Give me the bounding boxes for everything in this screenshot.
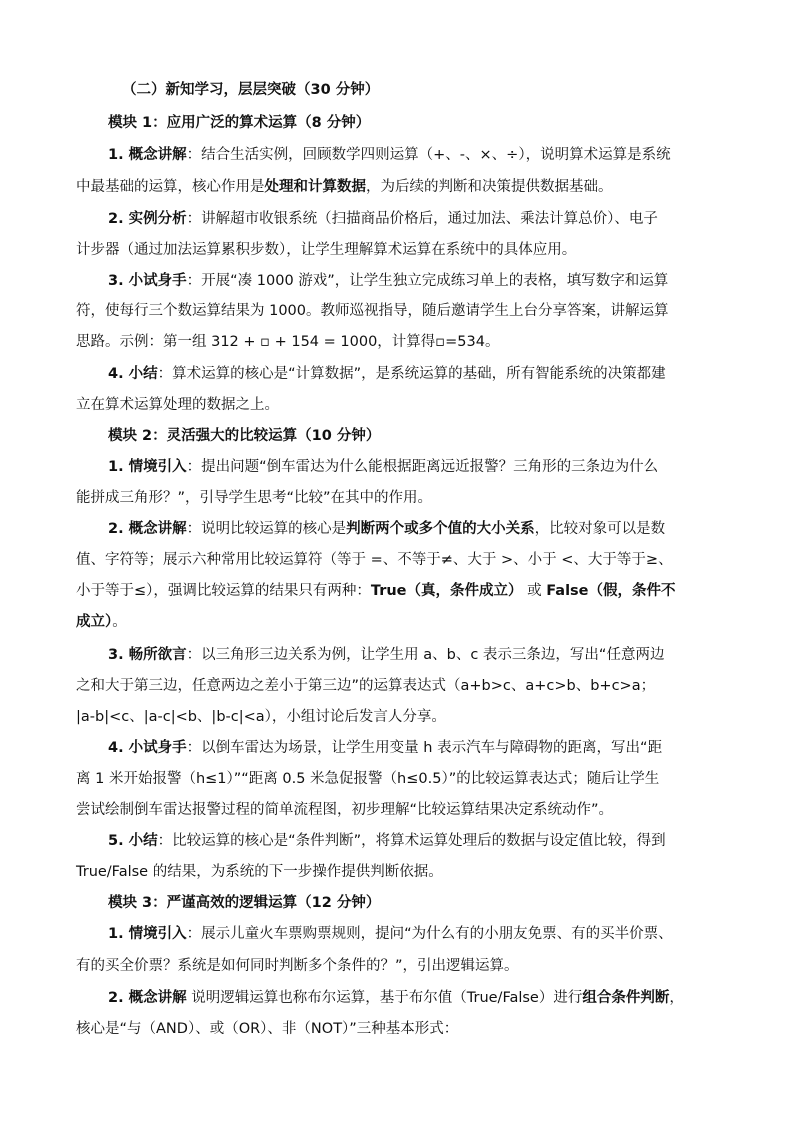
module2-p2-text-d: 成立） [76, 614, 113, 630]
module2-p3-line2: 之和大于第三边，任意两边之差小于第三边”的运算表达式（a+b>c、a+c>b、b+c>a； [76, 678, 656, 694]
module2-p2-or: 或 [522, 583, 547, 599]
module2-p3-line1 [108, 645, 664, 665]
module2-p4-text-a: ：以倒车雷达为场景，让学生用变量 h 表示汽车与障碍物的距离，写出“距 [186, 740, 663, 756]
module1-p2-text-a: ：讲解超市收银系统（扫描商品价格后，通过加法、乘法计算总价）、电子 [186, 211, 658, 227]
module3-p1-line1 [108, 924, 673, 944]
module3-p2-line1 [108, 988, 684, 1008]
module1-p1-text-c: ，为后续的判断和决策提供数据基础。 [366, 179, 613, 195]
module1-p2-label: 2. 实例分析 [108, 211, 187, 227]
module1-p4-text-a: ：算术运算的核心是“计算数据”，是系统运算的基础，所有智能系统的决策都建 [157, 366, 666, 382]
module1-p3-line2: 符，使每行三个数运算结果为 1000。教师巡视指导，随后邀请学生上台分享答案，讲解运算 [76, 303, 669, 319]
module3-title: 模块 3：严谨高效的逻辑运算（12 分钟） [108, 895, 381, 911]
module3-p2-label: 2. 概念讲解 [108, 990, 187, 1006]
module2-p1-label: 1. 情境引入 [108, 459, 187, 475]
module1-p3-label: 3. 小试身手 [108, 273, 187, 289]
module2-p2-line3 [76, 581, 676, 601]
module3-p1-line2: 有的买全价票？系统是如何同时判断多个条件的？”，引出逻辑运算。 [76, 958, 519, 974]
module2-p2-text-c: 小于等于≤），强调比较运算的结果只有两种： [76, 583, 371, 599]
module1-p4-line2: 立在算术运算处理的数据之上。 [76, 397, 279, 413]
module2-p3-label: 3. 畅所欲言 [108, 647, 187, 663]
module2-p2-true: True（真，条件成立） [370, 583, 523, 599]
module1-p3-text-a: ：开展“凑 1000 游戏”，让学生独立完成练习单上的表格，填写数字和运算 [186, 273, 669, 289]
module2-p3-line3: |a-b|<c、|a-c|<b、|b-c|<a），小组讨论后发言人分享。 [76, 709, 446, 725]
module2-p3-text-a: ：以三角形三边关系为例，让学生用 a、b、c 表示三条边，写出“任意两边 [186, 647, 665, 663]
module2-p1-line1 [108, 457, 658, 477]
module3-p2-line2: 核心是“与（AND）、或（OR）、非（NOT）”三种基本形式： [76, 1021, 459, 1037]
module2-p5-line1 [108, 831, 666, 851]
module2-p2-text-a2: ，比较对象可以是数 [534, 521, 666, 537]
module1-p3-line3: 思路。示例：第一组 312 + ▫ + 154 = 1000，计算得▫=534。 [76, 334, 500, 350]
module2-p2-line4 [76, 612, 127, 632]
module2-p4-label: 4. 小试身手 [108, 740, 187, 756]
module2-p5-line2: True/False 的结果，为系统的下一步操作提供判断依据。 [76, 864, 443, 880]
module1-p1-label: 1. 概念讲解 [108, 147, 187, 163]
module1-p1-text-a: ：结合生活实例，回顾数学四则运算（+、-、×、÷），说明算术运算是系统 [186, 147, 671, 163]
module1-p2-line2: 计步器（通过加法运算累积步数），让学生理解算术运算在系统中的具体应用。 [76, 242, 577, 258]
module1-p3-line1 [108, 271, 668, 291]
module2-title: 模块 2：灵活强大的比较运算（10 分钟） [108, 428, 381, 444]
module2-p4-line3: 尝试绘制倒车雷达报警过程的简单流程图，初步理解“比较运算结果决定系统动作”。 [76, 802, 614, 818]
module3-p2-text-a: 说明逻辑运算也称布尔运算，基于布尔值（True/False）进行 [186, 990, 583, 1006]
module2-p2-text-a: ：说明比较运算的核心是 [186, 521, 347, 537]
module2-p4-line1 [108, 738, 662, 758]
module2-p5-text-a: ：比较运算的核心是“条件判断”，将算术运算处理后的数据与设定值比较，得到 [157, 833, 666, 849]
module2-p2-line2: 值、字符等；展示六种常用比较运算符（等于 =、不等于≠、大于 >、小于 <、大于等于≥、 [76, 552, 673, 568]
module2-p1-line2: 能拼成三角形？”，引导学生思考“比较”在其中的作用。 [76, 490, 433, 506]
section-title: （二）新知学习，层层突破（30 分钟） [122, 82, 380, 98]
module1-p1-line2 [76, 177, 613, 197]
module2-p2-end: 。 [112, 614, 127, 630]
module1-p1-text-b: 中最基础的运算，核心作用是 [76, 179, 265, 195]
module1-title: 模块 1：应用广泛的算术运算（8 分钟） [108, 115, 371, 131]
module1-p4-label: 4. 小结 [108, 366, 158, 382]
module3-p1-text-a: ：展示儿童火车票购票规则，提问“为什么有的小朋友免票、有的买半价票、 [186, 926, 673, 942]
module2-p2-false: False（假，条件不 [546, 583, 676, 599]
module2-p5-label: 5. 小结 [108, 833, 158, 849]
module1-p1-line1 [108, 145, 671, 165]
module1-p1-bold: 处理和计算数据 [264, 179, 366, 195]
module2-p2-bold: 判断两个或多个值的大小关系 [346, 521, 535, 537]
module1-p2-line1 [108, 209, 658, 229]
module2-p2-line1 [108, 519, 665, 539]
module1-p4-line1 [108, 364, 666, 384]
module2-p2-label: 2. 概念讲解 [108, 521, 187, 537]
module2-p1-text-a: ：提出问题“倒车雷达为什么能根据距离远近报警？三角形的三条边为什么 [186, 459, 659, 475]
module3-p1-label: 1. 情境引入 [108, 926, 187, 942]
module3-p2-bold: 组合条件判断 [582, 990, 670, 1006]
module3-p2-text-a2: ， [669, 990, 684, 1006]
module2-p4-line2: 离 1 米开始报警（h≤1）”“距离 0.5 米急促报警（h≤0.5）”的比较运算表达式；随后让学生 [76, 771, 660, 787]
